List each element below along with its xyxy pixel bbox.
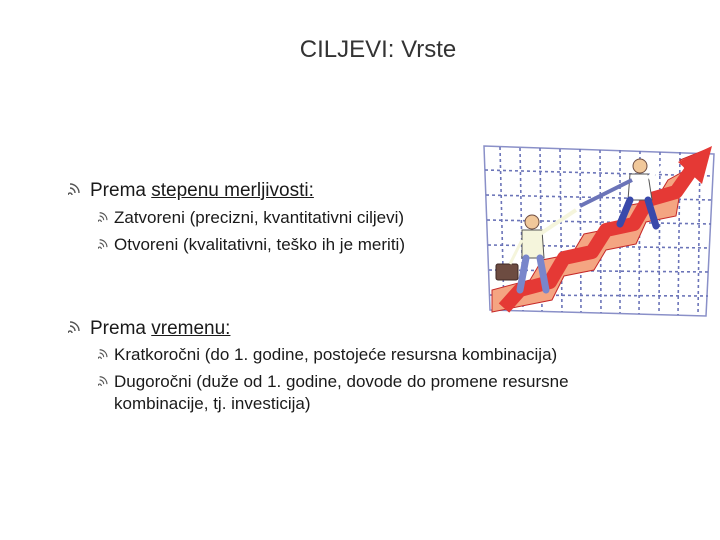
list-item (98, 235, 405, 255)
bullet-icon (98, 347, 112, 362)
growth-chart-climbers-clipart (480, 140, 716, 325)
list-item (98, 372, 569, 392)
section-prefix: Prema (90, 318, 152, 339)
list-item-text: Dugoročni (duže od 1. godine, dovode do promene resursne (114, 372, 569, 391)
list-item-continuation (114, 394, 311, 414)
bullet-icon (98, 210, 112, 225)
list-item-text: Kratkoročni (do 1. godine, postojeće resursna kombinacija) (114, 345, 558, 364)
list-item-text: Otvoreni (kvalitativni, teško ih je meriti) (114, 235, 405, 254)
list-item (98, 208, 404, 228)
bullet-icon (98, 374, 112, 389)
bullet-icon (98, 237, 112, 252)
list-item-text: Zatvoreni (precizni, kvantitativni ciljevi) (114, 208, 405, 227)
bullet-icon (68, 319, 86, 336)
slide-title: CILJEVI: Vrste (299, 36, 457, 63)
list-item (98, 345, 557, 365)
section-prefix: Prema (90, 180, 152, 201)
section-heading: vremenu: (151, 318, 231, 339)
section-stepen (68, 180, 314, 202)
section-vreme (68, 318, 230, 340)
bullet-icon (68, 181, 86, 198)
list-item-text: kombinacije, tj. investicija) (114, 394, 311, 413)
section-heading: stepenu merljivosti: (151, 180, 314, 201)
